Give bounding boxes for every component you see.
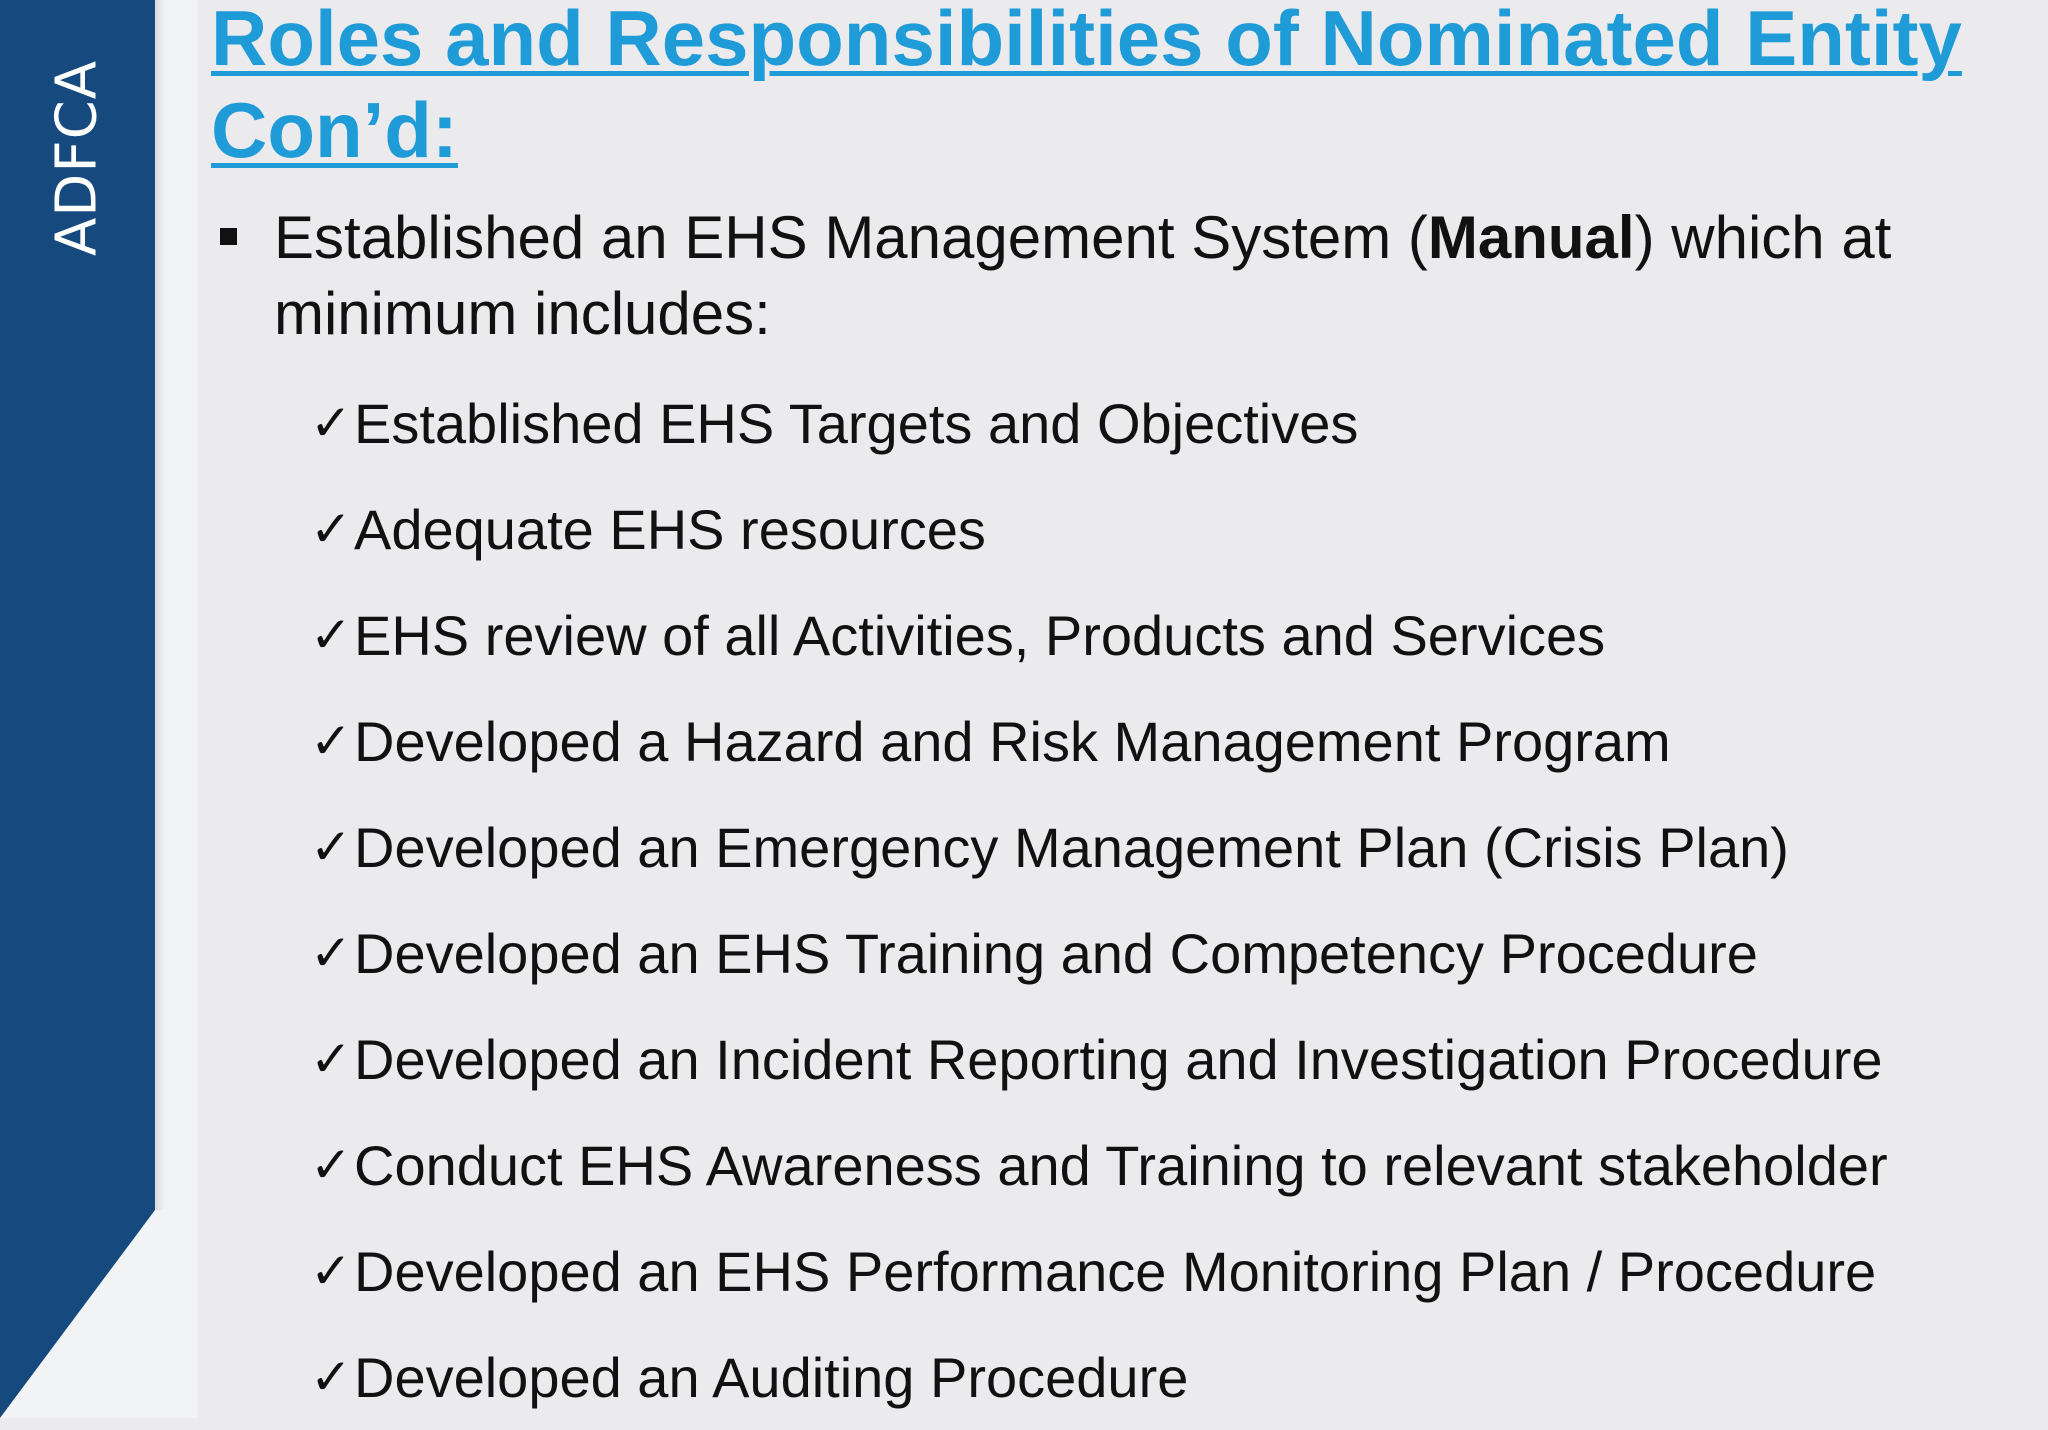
- slide-title: Roles and Responsibilities of Nominated Entity Con’d:: [211, 0, 1962, 174]
- checklist-item-text: Adequate EHS resources: [354, 497, 986, 561]
- bullet-text-after: ) which at minimum includes:: [274, 204, 1892, 347]
- checklist-item: [212, 1112, 2012, 1218]
- sidebar-shadow: [155, 0, 165, 1210]
- bullet-text-before: Established an EHS Management System (: [274, 204, 1428, 271]
- slide-content: [212, 200, 2012, 1430]
- checklist-item: [212, 370, 2012, 476]
- checkmark-icon: ✓: [310, 394, 352, 452]
- checklist-item: [212, 900, 2012, 1006]
- checklist-item-text: Developed an Emergency Management Plan (Crisis Plan): [354, 815, 1789, 879]
- checkmark-icon: ✓: [310, 712, 352, 770]
- checkmark-icon: ✓: [310, 1242, 352, 1300]
- checkmark-icon: ✓: [310, 1348, 352, 1406]
- checklist-item-text: Conduct EHS Awareness and Training to relevant stakeholder: [354, 1133, 1888, 1197]
- checklist-item-text: Developed an Incident Reporting and Investigation Procedure: [354, 1027, 1883, 1091]
- checkmark-icon: ✓: [310, 1030, 352, 1088]
- checklist-item-text: Established EHS Targets and Objectives: [354, 391, 1359, 455]
- checklist-item-text: Developed a Hazard and Risk Management Program: [354, 709, 1671, 773]
- checklist-item-text: Developed an EHS Performance Monitoring Plan / Procedure: [354, 1239, 1877, 1303]
- square-bullet-icon: [220, 228, 237, 245]
- main-bullet: [212, 200, 2012, 352]
- checklist-item: [212, 1218, 2012, 1324]
- checkmark-icon: ✓: [310, 924, 352, 982]
- checkmark-icon: ✓: [310, 500, 352, 558]
- checkmark-icon: ✓: [310, 1136, 352, 1194]
- checklist-item: [212, 1006, 2012, 1112]
- checkmark-icon: ✓: [310, 606, 352, 664]
- checklist-item: [212, 1324, 2012, 1430]
- checklist-item: [212, 582, 2012, 688]
- checkmark-icon: ✓: [310, 818, 352, 876]
- bullet-bold-text: Manual: [1427, 204, 1635, 271]
- checklist-item-text: EHS review of all Activities, Products and Services: [354, 603, 1606, 667]
- requirements-checklist: [212, 370, 2012, 1430]
- checklist-item-text: Developed an EHS Training and Competency Procedure: [354, 921, 1758, 985]
- checklist-item: [212, 794, 2012, 900]
- checklist-item-text: Developed an Auditing Procedure: [354, 1345, 1189, 1409]
- checklist-item: [212, 476, 2012, 582]
- adfca-logo: ADFCA: [44, 59, 110, 257]
- checklist-item: [212, 688, 2012, 794]
